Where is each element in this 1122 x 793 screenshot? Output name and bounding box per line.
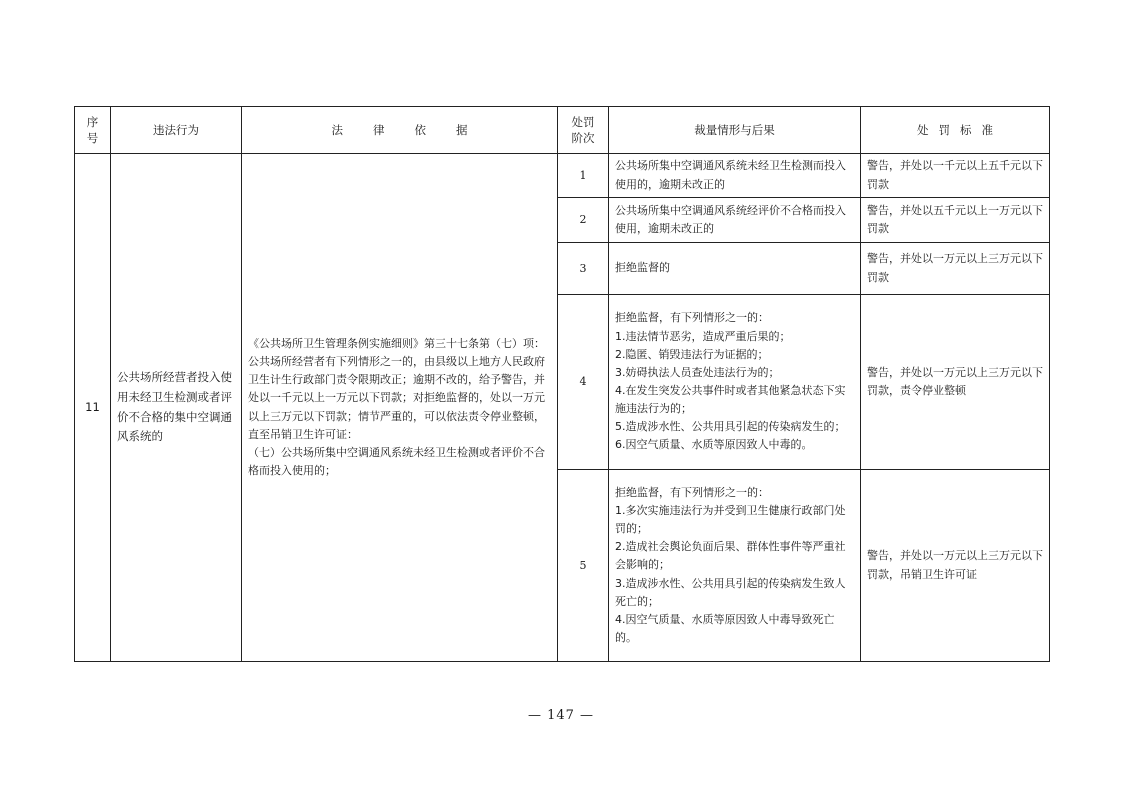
penalty-discretion-table xyxy=(74,106,1050,662)
penalty-level-cell: 4 xyxy=(558,295,609,470)
circumstance-line: 拒绝监督，有下列情形之一的： xyxy=(615,311,769,325)
circumstance-cell xyxy=(609,198,861,243)
header-legal-basis-char: 律 xyxy=(373,122,385,137)
circumstance-line: 拒绝监督的 xyxy=(615,261,670,275)
header-standard-char: 罚 xyxy=(938,122,950,137)
table-header-row xyxy=(75,107,1050,154)
circumstance-cell xyxy=(609,295,861,470)
table-row xyxy=(75,154,1050,198)
header-penalty-standard xyxy=(861,107,1050,154)
circumstance-cell xyxy=(609,154,861,198)
penalty-standard-cell: 警告，并处以一万元以上三万元以下罚款，责令停业整顿 xyxy=(861,295,1050,470)
header-violation: 违法行为 xyxy=(111,107,242,154)
circumstance-cell xyxy=(609,243,861,295)
circumstance-line: 5.造成涉水性、公共用具引起的传染病发生的； xyxy=(615,420,846,434)
header-legal-basis-char: 依 xyxy=(414,122,426,137)
header-standard-char: 标 xyxy=(960,122,972,137)
circumstance-line: 2.造成社会舆论负面后果、群体性事件等严重社会影响的； xyxy=(615,540,846,572)
header-standard-char: 处 xyxy=(917,122,929,137)
header-legal-basis-char: 据 xyxy=(456,122,468,137)
row-legal-basis xyxy=(242,154,558,662)
circumstance-line: 4.在发生突发公共事件时或者其他紧急状态下实施违法行为的； xyxy=(615,384,846,416)
row-violation: 公共场所经营者投入使用未经卫生检测或者评价不合格的集中空调通风系统的 xyxy=(111,154,242,662)
circumstance-line: 1.多次实施违法行为并受到卫生健康行政部门处罚的； xyxy=(615,504,846,536)
circumstance-line: 1.违法情节恶劣，造成严重后果的； xyxy=(615,329,791,343)
circumstance-line: 4.因空气质量、水质等原因致人中毒导致死亡的。 xyxy=(615,612,835,644)
penalty-standard-cell: 警告，并处以五千元以上一万元以下罚款 xyxy=(861,198,1050,243)
row-seq: 11 xyxy=(75,154,111,662)
page-number: — 147 — xyxy=(527,708,595,723)
penalty-standard-cell: 警告，并处以一万元以上三万元以下罚款 xyxy=(861,243,1050,295)
header-legal-basis-char: 法 xyxy=(331,122,343,137)
header-circumstance: 裁量情形与后果 xyxy=(609,107,861,154)
penalty-level-cell: 2 xyxy=(558,198,609,243)
header-legal-basis xyxy=(242,107,558,154)
circumstance-line: 3.造成涉水性、公共用具引起的传染病发生致人死亡的； xyxy=(615,576,846,608)
penalty-standard-cell: 警告，并处以一千元以上五千元以下罚款 xyxy=(861,154,1050,198)
legal-basis-paragraph: 《公共场所卫生管理条例实施细则》第三十七条第（七）项：公共场所经营者有下列情形之一的，由县级以上地方人民政府卫生计生行政部门责令限期改正；逾期不改的，给予警告，并处以一千元以上一万元以下罚款；对拒绝监督的，处以一万元以上三万元以下罚款；情节严重的，可以依法责令停业整顿，直至吊销卫生许可证： xyxy=(248,336,545,441)
penalty-level-cell: 1 xyxy=(558,154,609,198)
circumstance-line: 公共场所集中空调通风系统经评价不合格而投入使用，逾期未改正的 xyxy=(615,203,846,235)
penalty-standard-cell: 警告，并处以一万元以上三万元以下罚款，吊销卫生许可证 xyxy=(861,470,1050,662)
circumstance-line: 2.隐匿、销毁违法行为证据的； xyxy=(615,347,769,361)
penalty-level-cell: 3 xyxy=(558,243,609,295)
header-seq: 序 号 xyxy=(75,107,111,154)
circumstance-line: 拒绝监督，有下列情形之一的： xyxy=(615,485,769,499)
legal-basis-clause: （七）公共场所集中空调通风系统未经卫生检测或者评价不合格而投入使用的； xyxy=(248,445,545,477)
header-penalty-level: 处罚 阶次 xyxy=(558,107,609,154)
header-standard-char: 准 xyxy=(981,122,993,137)
circumstance-line: 3.妨碍执法人员查处违法行为的； xyxy=(615,365,780,379)
penalty-level-cell: 5 xyxy=(558,470,609,662)
circumstance-line: 公共场所集中空调通风系统未经卫生检测而投入使用的，逾期未改正的 xyxy=(615,159,846,191)
circumstance-cell xyxy=(609,470,861,662)
circumstance-line: 6.因空气质量、水质等原因致人中毒的。 xyxy=(615,438,813,452)
